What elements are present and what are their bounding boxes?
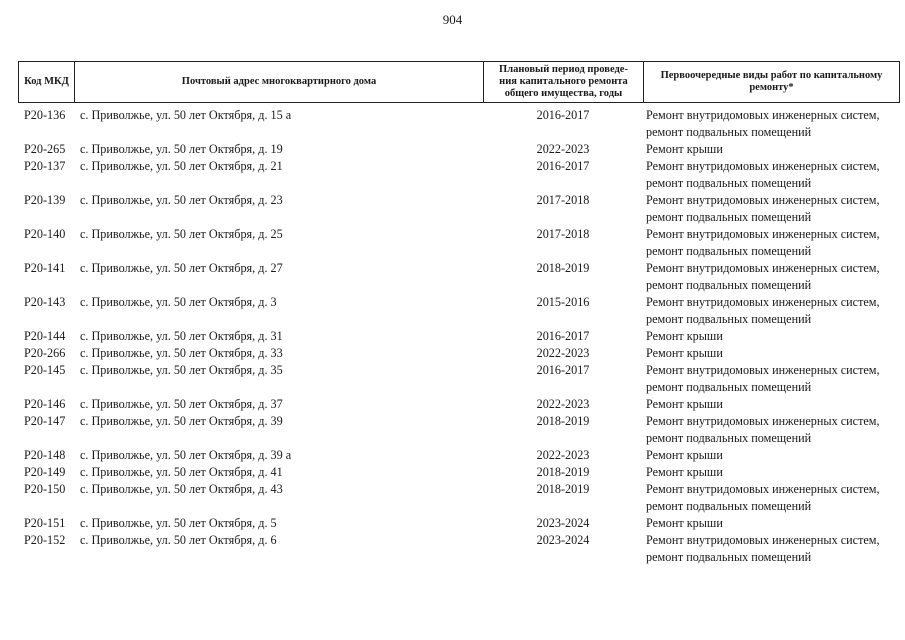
cell-period: 2022-2023: [536, 448, 590, 462]
works-line: ремонт подвальных помещений: [646, 550, 812, 564]
cell-works: [643, 328, 898, 345]
cell-code: Р20-145: [24, 363, 66, 377]
works-line: Ремонт внутридомовых инженерных систем,: [646, 482, 880, 496]
header-works: [644, 62, 899, 102]
works-line: ремонт подвальных помещений: [646, 431, 812, 445]
cell-address: с. Приволжье, ул. 50 лет Октября, д. 35: [80, 363, 283, 377]
works-line: Ремонт крыши: [646, 448, 723, 462]
cell-works: [643, 447, 898, 464]
header-address: Почтовый адрес многоквартирного дома: [75, 62, 484, 102]
table-row: [18, 141, 900, 158]
cell-works: [643, 192, 898, 226]
cell-period: 2018-2019: [536, 414, 590, 428]
cell-address: с. Приволжье, ул. 50 лет Октября, д. 6: [80, 533, 277, 547]
cell-code: Р20-150: [24, 482, 66, 496]
table-row: [18, 532, 900, 566]
cell-code: Р20-147: [24, 414, 66, 428]
works-line: Ремонт крыши: [646, 346, 723, 360]
cell-works: [643, 362, 898, 396]
cell-code: Р20-141: [24, 261, 66, 275]
table-row: [18, 158, 900, 192]
works-line: Ремонт внутридомовых инженерных систем,: [646, 193, 880, 207]
table-row: [18, 192, 900, 226]
table-header: [18, 61, 900, 103]
cell-code: Р20-146: [24, 397, 66, 411]
cell-address: с. Приволжье, ул. 50 лет Октября, д. 5: [80, 516, 277, 530]
cell-code: Р20-140: [24, 227, 66, 241]
cell-period: 2016-2017: [536, 329, 590, 343]
table-row: [18, 396, 900, 413]
table-row: [18, 260, 900, 294]
cell-code: Р20-143: [24, 295, 66, 309]
works-line: ремонт подвальных помещений: [646, 176, 812, 190]
table-row: [18, 464, 900, 481]
cell-period: 2017-2018: [536, 193, 590, 207]
cell-period: 2016-2017: [536, 159, 590, 173]
cell-code: Р20-151: [24, 516, 66, 530]
cell-address: с. Приволжье, ул. 50 лет Октября, д. 37: [80, 397, 283, 411]
cell-code: Р20-152: [24, 533, 66, 547]
header-period-line: Плановый период проведе-: [499, 64, 628, 75]
cell-code: Р20-149: [24, 465, 66, 479]
cell-address: с. Приволжье, ул. 50 лет Октября, д. 43: [80, 482, 283, 496]
cell-works: [643, 345, 898, 362]
works-line: Ремонт крыши: [646, 142, 723, 156]
cell-address: с. Приволжье, ул. 50 лет Октября, д. 3: [80, 295, 277, 309]
works-line: Ремонт внутридомовых инженерных систем,: [646, 159, 880, 173]
works-line: ремонт подвальных помещений: [646, 278, 812, 292]
header-period-line: ния капитального ремонта: [499, 76, 628, 87]
works-line: Ремонт внутридомовых инженерных систем,: [646, 414, 880, 428]
cell-code: Р20-148: [24, 448, 66, 462]
works-line: Ремонт внутридомовых инженерных систем,: [646, 261, 880, 275]
cell-address: с. Приволжье, ул. 50 лет Октября, д. 41: [80, 465, 283, 479]
cell-works: [643, 413, 898, 447]
cell-works: [643, 158, 898, 192]
cell-period: 2018-2019: [536, 261, 590, 275]
table-row: [18, 362, 900, 396]
cell-address: с. Приволжье, ул. 50 лет Октября, д. 21: [80, 159, 283, 173]
cell-code: Р20-265: [24, 142, 66, 156]
works-line: Ремонт внутридомовых инженерных систем,: [646, 363, 880, 377]
cell-period: 2018-2019: [536, 482, 590, 496]
works-line: Ремонт внутридомовых инженерных систем,: [646, 108, 880, 122]
cell-address: с. Приволжье, ул. 50 лет Октября, д. 27: [80, 261, 283, 275]
cell-code: Р20-144: [24, 329, 66, 343]
cell-works: [643, 226, 898, 260]
cell-works: [643, 396, 898, 413]
header-works-line: ремонту*: [749, 82, 794, 93]
cell-period: 2015-2016: [536, 295, 590, 309]
works-line: ремонт подвальных помещений: [646, 125, 812, 139]
header-period: [484, 62, 644, 102]
cell-works: [643, 107, 898, 141]
table-row: [18, 328, 900, 345]
works-line: Ремонт внутридомовых инженерных систем,: [646, 295, 880, 309]
cell-address: с. Приволжье, ул. 50 лет Октября, д. 39 а: [80, 448, 292, 462]
table-row: [18, 515, 900, 532]
works-line: ремонт подвальных помещений: [646, 312, 812, 326]
cell-address: с. Приволжье, ул. 50 лет Октября, д. 19: [80, 142, 283, 156]
cell-address: с. Приволжье, ул. 50 лет Октября, д. 25: [80, 227, 283, 241]
cell-period: 2016-2017: [536, 363, 590, 377]
cell-works: [643, 141, 898, 158]
works-line: Ремонт крыши: [646, 397, 723, 411]
cell-code: Р20-139: [24, 193, 66, 207]
page-number: 904: [442, 12, 463, 27]
works-line: Ремонт крыши: [646, 516, 723, 530]
table-row: [18, 345, 900, 362]
cell-address: с. Приволжье, ул. 50 лет Октября, д. 39: [80, 414, 283, 428]
header-works-line: Первоочередные виды работ по капитальному: [660, 70, 883, 81]
cell-period: 2022-2023: [536, 397, 590, 411]
table-row: [18, 447, 900, 464]
cell-code: Р20-266: [24, 346, 66, 360]
cell-period: 2016-2017: [536, 108, 590, 122]
cell-address: с. Приволжье, ул. 50 лет Октября, д. 31: [80, 329, 283, 343]
works-line: ремонт подвальных помещений: [646, 210, 812, 224]
works-line: ремонт подвальных помещений: [646, 244, 812, 258]
cell-works: [643, 260, 898, 294]
cell-code: Р20-136: [24, 108, 66, 122]
cell-code: Р20-137: [24, 159, 66, 173]
table-body: [18, 107, 900, 566]
cell-works: [643, 532, 898, 566]
cell-works: [643, 515, 898, 532]
header-period-line: общего имущества, годы: [504, 88, 623, 99]
works-line: Ремонт внутридомовых инженерных систем,: [646, 533, 880, 547]
cell-period: 2018-2019: [536, 465, 590, 479]
works-line: ремонт подвальных помещений: [646, 499, 812, 513]
table-row: [18, 107, 900, 141]
cell-address: с. Приволжье, ул. 50 лет Октября, д. 15 а: [80, 108, 292, 122]
works-line: ремонт подвальных помещений: [646, 380, 812, 394]
works-line: Ремонт крыши: [646, 465, 723, 479]
table-row: [18, 226, 900, 260]
cell-address: с. Приволжье, ул. 50 лет Октября, д. 23: [80, 193, 283, 207]
works-line: Ремонт внутридомовых инженерных систем,: [646, 227, 880, 241]
cell-works: [643, 294, 898, 328]
table-row: [18, 481, 900, 515]
cell-period: 2022-2023: [536, 346, 590, 360]
cell-works: [643, 481, 898, 515]
cell-period: 2023-2024: [536, 533, 590, 547]
header-code: Код МКД: [19, 62, 75, 102]
cell-period: 2023-2024: [536, 516, 590, 530]
works-line: Ремонт крыши: [646, 329, 723, 343]
cell-period: 2017-2018: [536, 227, 590, 241]
cell-period: 2022-2023: [536, 142, 590, 156]
cell-address: с. Приволжье, ул. 50 лет Октября, д. 33: [80, 346, 283, 360]
table-row: [18, 294, 900, 328]
cell-works: [643, 464, 898, 481]
table-row: [18, 413, 900, 447]
